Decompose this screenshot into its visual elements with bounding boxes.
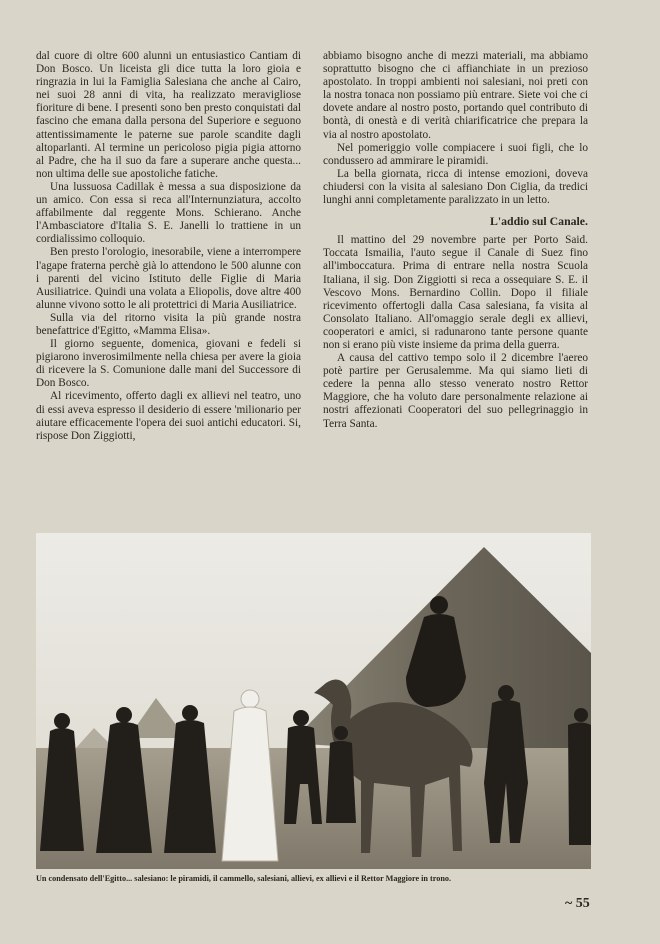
photo-caption: Un condensato dell'Egitto... salesiano: le piramidi, il cammello, salesiani, allievi, ex allievi e il Rettor Maggiore in trono. [36, 874, 452, 883]
paragraph: Il giorno seguente, domenica, giovani e fedeli si pigiarono inverosimilmente nella chiesa per avere la gioia di ricevere la S. Comunione dalle mani del Successore di Don Bosco. [36, 338, 301, 390]
page-number: ~ 55 [565, 896, 590, 911]
section-heading: L'addio sul Canale. [489, 214, 588, 229]
paragraph: Il mattino del 29 novembre parte per Porto Said. Toccata Ismailia, l'auto segue il Canale di Suez fino all'imboccatura. Prima di entrare nella nostra Scuola Italiana, il sig. Don Ziggiotti si reca a ossequiare S. E. il Vescovo Mons. Bernardino Collin. Dopo il filiale ricevimento offertogli dalla Casa salesiana, fa visita al Consolato Italiano. All'omaggio serale degli ex allievi, cooperatori e amici, si radunarono tante persone quante non si erano più viste insieme da prima della guerra. [323, 234, 588, 351]
paragraph: dal cuore di oltre 600 alunni un entusiastico Cantiam di Don Bosco. Un liceista gli dice tutta la loro gioia e ringrazia in lui la Famiglia Salesiana che anche al Cairo, nei suoi 28 anni di vita, ha realizzato meravigliose fioriture di bene. I presenti sono ben presto conquistati dal fascino che emana dalla persona del Superiore e seguono attentissimamente le paterne sue parole scandite dagli altoparlanti. Al termine un pericoloso pigia pigia attorno al Padre, che ha il suo da fare a superare anche questa... non ultima delle sue apostoliche fatiche. [36, 50, 301, 180]
paragraph: Nel pomeriggio volle compiacere i suoi figli, che lo condussero ad ammirare le piramidi. [323, 141, 588, 167]
paragraph: A causa del cattivo tempo solo il 2 dicembre l'aereo potè partire per Gerusalemme. Ma qui siamo lieti di cedere la penna allo stesso venerato nostro Rettor Maggiore, che ha voluto dare personalmente relazione ai nostri affezionati Cooperatori del suo pellegrinaggio in Terra Santa. [323, 352, 588, 430]
photo-illustration [36, 533, 591, 869]
paragraph: abbiamo bisogno anche di mezzi materiali, ma abbiamo soprattutto bisogno che ci affianchiate in un prezioso apostolato. In troppi ambienti noi salesiani, noi preti con la nostra tonaca non possiamo più entrare. Siete voi che ci dovete andare al nostro posto, portando quel contributo di bontà, di onestà e di verità chiarificatrice che prepara la via al nostro apostolato. [323, 50, 588, 141]
paragraph: Una lussuosa Cadillak è messa a sua disposizione da un amico. Con essa si reca all'Internunziatura, accolto affabilmente dal reggente Mons. Schierano. Anche l'Ambasciatore d'Italia S. E. Janelli lo trattiene in un cordialissimo colloquio. [36, 180, 301, 246]
left-text-column [36, 50, 301, 443]
paragraph: Sulla via del ritorno visita la più grande nostra benefattrice d'Egitto, «Mamma Elisa». [36, 311, 301, 337]
paragraph: La bella giornata, ricca di intense emozioni, doveva chiudersi con la visita al salesiano Don Ciglia, da tredici lunghi anni completamente paralizzato in un letto. [323, 167, 588, 207]
pyramid-group-photo [36, 533, 591, 869]
paragraph: Al ricevimento, offerto dagli ex allievi nel teatro, uno di essi aveva espresso il desiderio di essere 'milionario per aiutare efficacemente l'opera dei suoi antichi educatori. Si, rispose Don Ziggiotti, [36, 390, 301, 442]
right-text-column [323, 50, 588, 431]
paragraph: Ben presto l'orologio, inesorabile, viene a interrompere l'agape fraterna perchè già lo attendono le 500 alunne con i parenti del vicino Istituto delle Figlie di Maria Ausiliatrice. Quindi una volata a Eliopolis, dove altre 400 alunne vivono sotto le ali protettrici di Maria Ausiliatrice. [36, 246, 301, 311]
